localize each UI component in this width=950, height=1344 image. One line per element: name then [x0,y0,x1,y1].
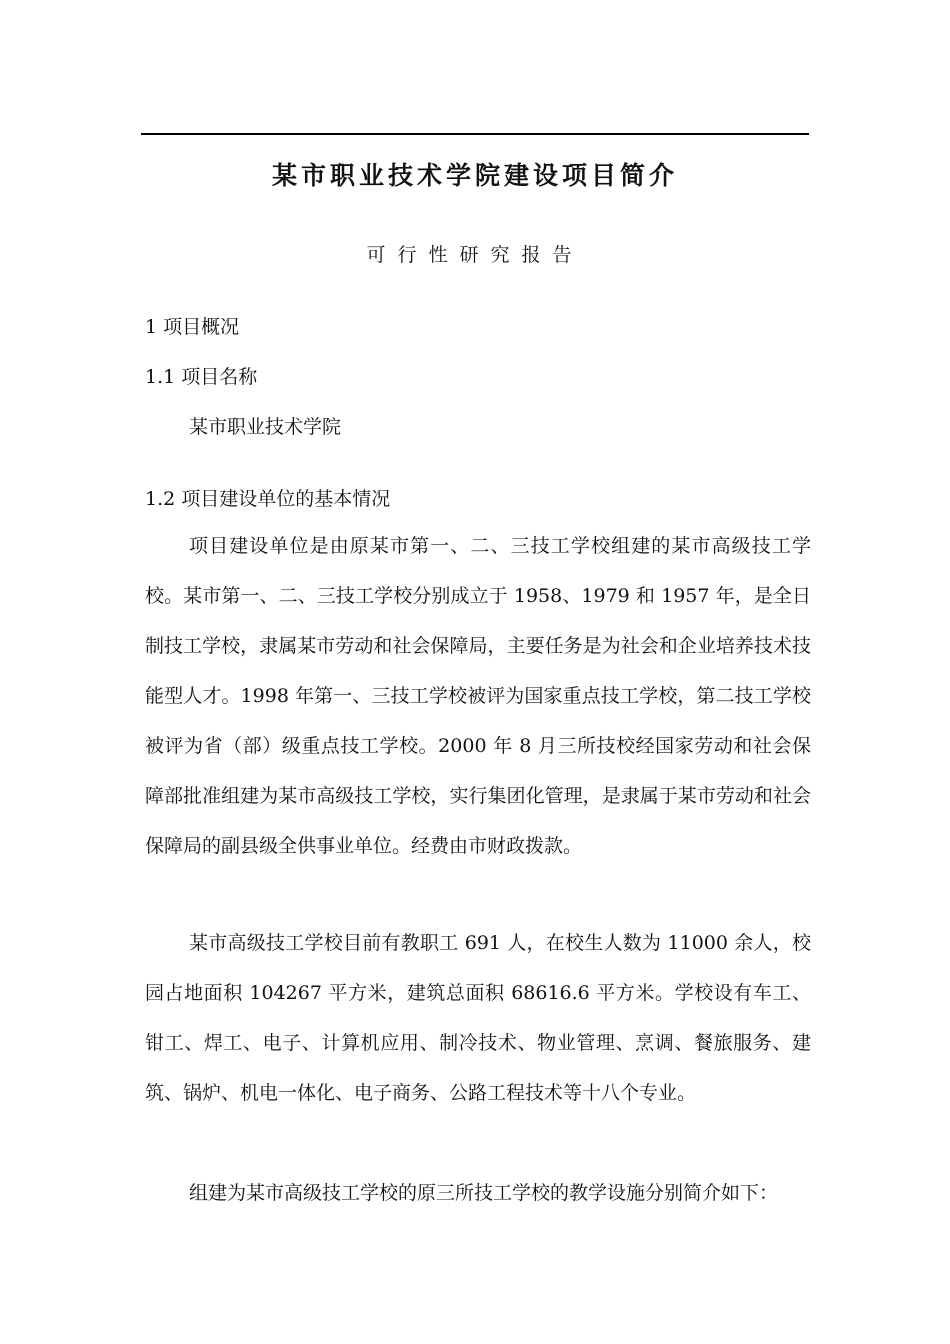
paragraph-school-stats: 某市高级技工学校目前有教职工 691 人，在校生人数为 11000 余人，校园占地面积 104267 平方米，建筑总面积 68616.6 平方米。学校设有车工、钳工、焊工、电子、计算机应用、制冷技术、物业管理、烹调、餐旅服务、建筑、锅炉、机电一体化、电子商务、公路工程技术等十八个专业。 [145,932,811,1104]
document-subtitle: 可行性研究报告 [366,244,584,266]
section-1-2-heading: 1.2 项目建设单位的基本情况 [145,488,391,510]
top-rule [141,133,809,135]
paragraph-unit-history: 项目建设单位是由原某市第一、二、三技工学校组建的某市高级技工学校。某市第一、二、三技工学校分别成立于 1958、1979 和 1957 年，是全日制技工学校，隶属某市劳动和社会保障局，主要任务是为社会和企业培养技术技能型人才。1998 年第一、三技工学校被评为国家重点技工学校，第二技工学校被评为省（部）级重点技工学校。2000 年 8 月三所技校经国家劳动和社会保障部批准组建为某市高级技工学校，实行集团化管理，是隶属于某市劳动和社会保障局的副县级全供事业单位。经费由市财政拨款。 [145,535,811,857]
document-title: 某市职业技术学院建设项目简介 [271,161,678,190]
section-1-1-heading: 1.1 项目名称 [145,366,258,388]
paragraph-facilities-intro: 组建为某市高级技工学校的原三所技工学校的教学设施分别简介如下： [189,1182,779,1204]
project-name: 某市职业技术学院 [189,416,342,438]
section-1-heading: 1 项目概况 [145,316,240,338]
